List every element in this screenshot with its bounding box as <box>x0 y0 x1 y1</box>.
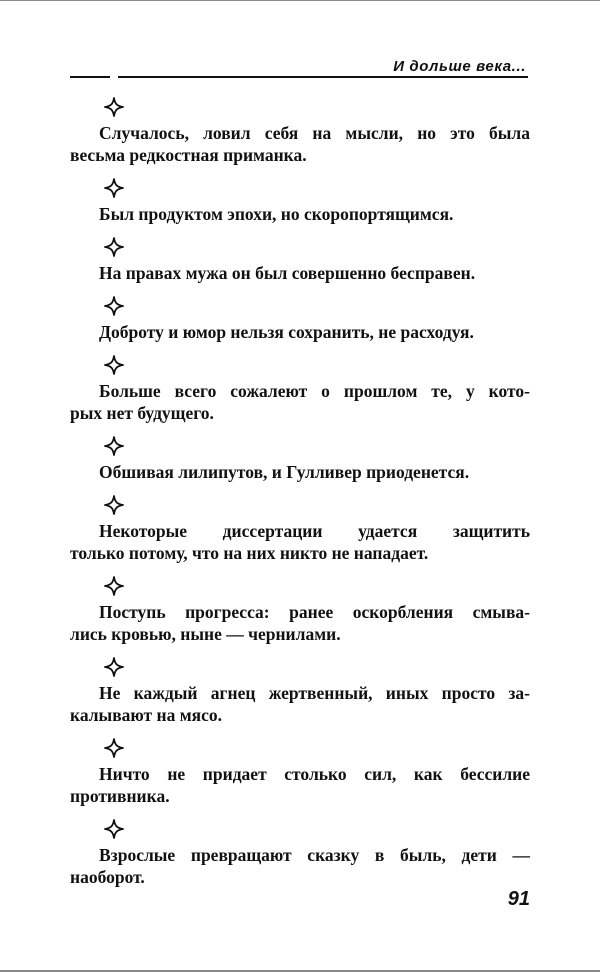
aphorism-item <box>99 321 530 343</box>
aphorism-line: Случалось, ловил себя на мысли, но это была <box>99 123 530 143</box>
separator-star-icon <box>104 173 530 203</box>
aphorism-item <box>70 682 530 726</box>
separator-star-icon <box>104 571 530 601</box>
aphorism-line: только потому, что на них никто не нападает. <box>70 543 429 563</box>
aphorism-item <box>99 461 530 483</box>
aphorism-line: Больше всего сожалеют о прошлом те, у кото- <box>99 381 530 401</box>
aphorism-line: весьма редкостная приманка. <box>70 145 307 165</box>
aphorism-item <box>70 122 530 166</box>
aphorism-line: На правах мужа он был совершенно бесправен. <box>99 263 476 283</box>
aphorism-item <box>99 203 530 225</box>
aphorism-item <box>70 601 530 645</box>
aphorism-item <box>70 380 530 424</box>
aphorism-item <box>70 520 530 564</box>
running-title: И дольше века... <box>393 58 526 75</box>
separator-star-icon <box>104 350 530 380</box>
aphorism-item <box>70 763 530 807</box>
aphorism-line: калывают на мясо. <box>70 705 223 725</box>
aphorism-line: Обшивая лилипутов, и Гулливер приоденется. <box>99 462 470 482</box>
aphorism-line: Ничто не придает столько сил, как бессилие <box>99 764 530 784</box>
separator-star-icon <box>104 733 530 763</box>
aphorism-line: Некоторые диссертации удается защитить <box>99 521 530 541</box>
running-header <box>70 58 528 78</box>
page-number: 91 <box>507 888 530 910</box>
aphorism-line: противника. <box>70 786 170 806</box>
aphorism-line: Был продуктом эпохи, но скоропортящимся. <box>99 204 454 224</box>
aphorism-line: наоборот. <box>70 867 145 887</box>
aphorism-line: Поступь прогресса: ранее оскорбления смыва- <box>99 602 530 622</box>
aphorism-item <box>70 844 530 888</box>
aphorism-line: Взрослые превращают сказку в быль, дети — <box>99 845 530 865</box>
aphorism-list <box>70 92 530 895</box>
separator-star-icon <box>104 431 530 461</box>
separator-star-icon <box>104 490 530 520</box>
separator-star-icon <box>104 232 530 262</box>
separator-star-icon <box>104 652 530 682</box>
aphorism-line: рых нет будущего. <box>70 403 214 423</box>
separator-star-icon <box>104 291 530 321</box>
aphorism-line: Не каждый агнец жертвенный, иных просто за- <box>99 683 530 703</box>
page-top-border <box>0 0 600 1</box>
header-rule <box>70 76 528 78</box>
separator-star-icon <box>104 814 530 844</box>
aphorism-line: Доброту и юмор нельзя сохранить, не расходуя. <box>99 322 474 342</box>
aphorism-line: лись кровью, ныне — чернилами. <box>70 624 341 644</box>
separator-star-icon <box>104 92 530 122</box>
aphorism-item <box>99 262 530 284</box>
